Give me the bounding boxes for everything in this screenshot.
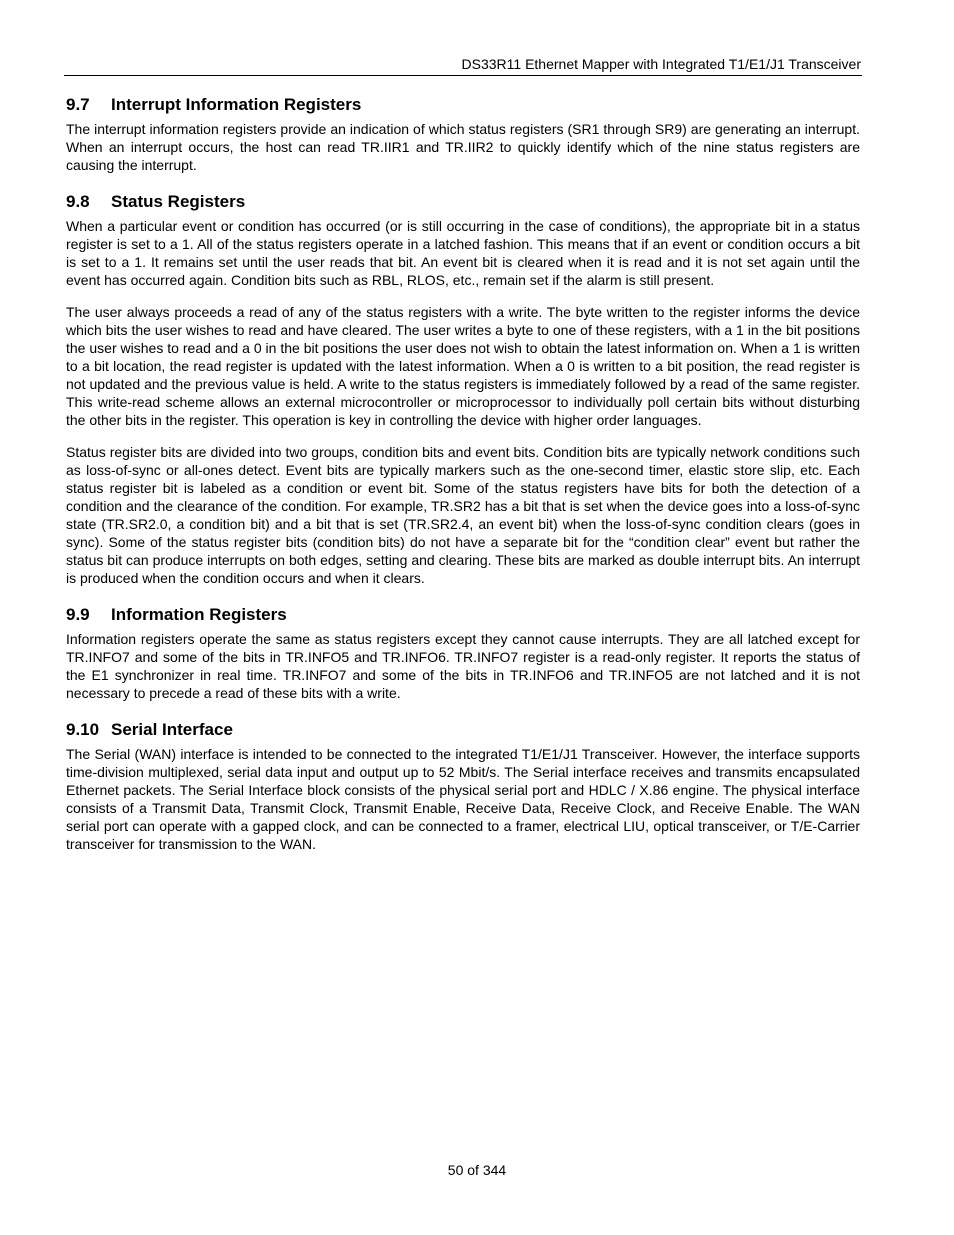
section-number: 9.7 [66, 95, 90, 114]
paragraph: The user always proceeds a read of any of the status registers with a write. The byte written to the register informs the device which bits the user wishes to read and have cleared. The user writes a byte to one of these registers, with a 1 in the bit positions the user wishes to read and a 0 in the bit positions the user does not wish to obtain the latest information on. When a 1 is written to a bit location, the read register is updated with the latest information. When a 0 is written to a bit position, the read register is not updated and the previous value is held. A write to the status registers is immediately followed by a read of the same register. This write-read scheme allows an external microcontroller or microprocessor to individually poll certain bits without disturbing the other bits in the register. This operation is key in controlling the device with higher order languages. [66, 304, 860, 428]
paragraph: Information registers operate the same as status registers except they cannot cause interrupts. They are all latched except for TR.INFO7 and some of the bits in TR.INFO5 and TR.INFO6. TR.INFO7 register is a read-only register. It reports the status of the E1 synchronizer in real time. TR.INFO7 and some of the bits in TR.INFO6 and TR.INFO5 are not latched and it is not necessary to precede a read of these bits with a write. [66, 631, 860, 701]
paragraph: When a particular event or condition has occurred (or is still occurring in the case of conditions), the appropriate bit in a status register is set to a 1. All of the status registers operate in a latched fashion. This means that if an event or condition occurs a bit is set to a 1. It remains set until the user reads that bit. An event bit is cleared when it is read and it is not set again until the event has occurred again. Condition bits such as RBL, RLOS, etc., remain set if the alarm is still present. [66, 218, 860, 288]
paragraph: Status register bits are divided into two groups, condition bits and event bits. Condition bits are typically network conditions such as loss-of-sync or all-ones detect. Event bits are typically markers such as the one-second timer, elastic store slip, etc. Each status register bit is labeled as a condition or event bit. Some of the status registers have bits for both the detection of a condition and the clearance of the condition. For example, TR.SR2 has a bit that is set when the device goes into a loss-of-sync state (TR.SR2.0, a condition bit) and a bit that is set (TR.SR2.4, an event bit) when the loss-of-sync condition clears (goes in sync). Some of the status register bits (condition bits) do not have a separate bit for the “condition clear” event but rather the status bit can produce interrupts on both edges, setting and clearing. These bits are marked as double interrupt bits. An interrupt is produced when the condition occurs and when it clears. [66, 444, 860, 586]
section-heading [66, 720, 860, 740]
running-header: DS33R11 Ethernet Mapper with Integrated T1/E1/J1 Transceiver [461, 56, 861, 72]
section-9-10 [66, 720, 860, 853]
paragraph: The Serial (WAN) interface is intended to be connected to the integrated T1/E1/J1 Transceiver. However, the interface supports time-division multiplexed, serial data input and output up to 52 Mbit/s. The Serial interface receives and transmits encapsulated Ethernet packets. The Serial Interface block consists of the physical serial port and HDLC / X.86 engine. The physical interface consists of a Transmit Data, Transmit Clock, Transmit Enable, Receive Data, Receive Clock, and Receive Enable. The WAN serial port can operate with a gapped clock, and can be connected to a framer, electrical LIU, optical transceiver, or T/E-Carrier transceiver for transmission to the WAN. [66, 746, 860, 852]
section-title: Interrupt Information Registers [111, 95, 362, 114]
section-number: 9.10 [66, 720, 100, 739]
section-number: 9.9 [66, 605, 90, 624]
section-heading [66, 192, 860, 212]
section-title: Status Registers [111, 192, 246, 211]
section-heading [66, 605, 860, 625]
section-9-9 [66, 605, 860, 702]
section-title: Information Registers [111, 605, 287, 624]
paragraph: The interrupt information registers provide an indication of which status registers (SR1 through SR9) are generating an interrupt. When an interrupt occurs, the host can read TR.IIR1 and TR.IIR2 to quickly identify which of the nine status registers are causing the interrupt. [66, 121, 860, 173]
page-content [66, 95, 860, 853]
section-heading [66, 95, 860, 115]
section-title: Serial Interface [111, 720, 233, 739]
section-9-8 [66, 192, 860, 587]
section-number: 9.8 [66, 192, 90, 211]
section-9-7 [66, 95, 860, 174]
header-rule [64, 75, 862, 76]
page-number: 50 of 344 [447, 1162, 507, 1178]
